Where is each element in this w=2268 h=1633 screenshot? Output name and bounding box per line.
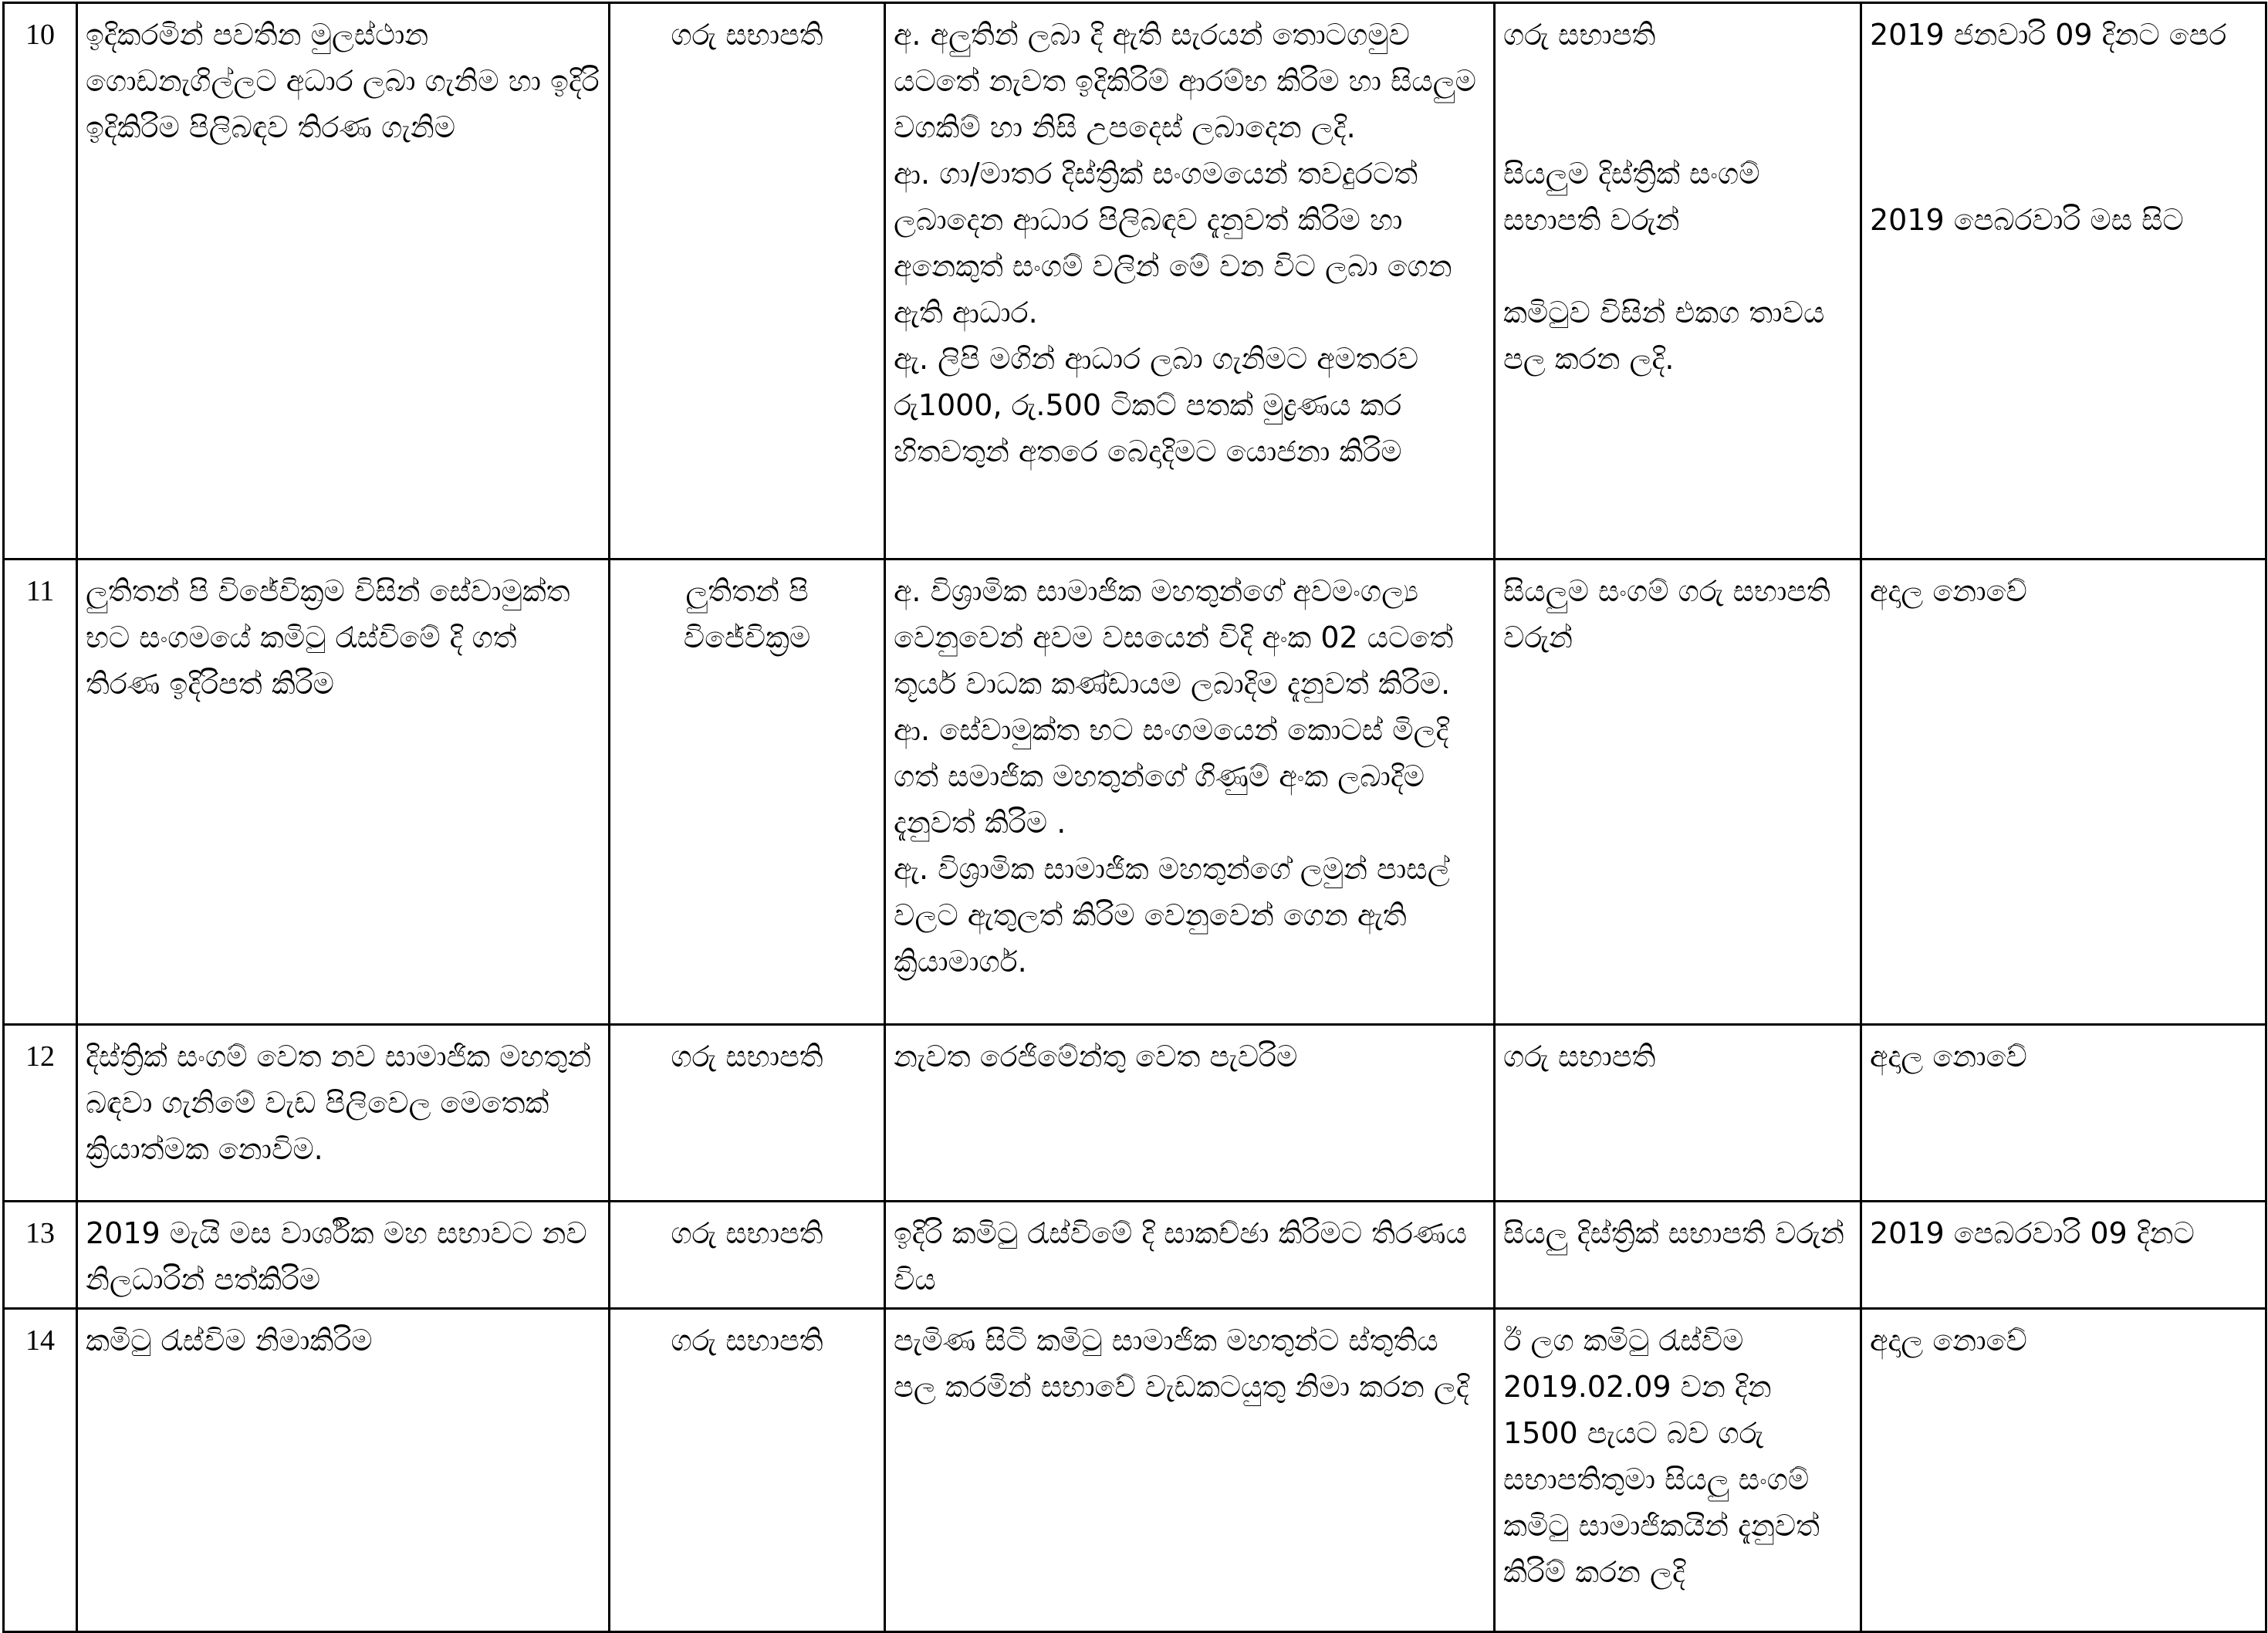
action-item: අ. විශ්‍රාමික සාමාජික මහතුන්ගේ අවමංගල්‍ය වෙනුවෙන් අවම වසයෙන් විදි අංක 02 යටතේ තූර්ය වාධක කණ්ඩායම ලබාදිම දැනුවත් කිරිම.	[894, 574, 1454, 701]
responsible-cell: ගරු සභාපති	[610, 1309, 885, 1632]
responsible-cell: ගරු සභාපති	[610, 1202, 885, 1309]
deadline-cell	[1861, 1025, 2266, 1202]
action-item: ආ. ගා/මාතර දිස්ත්‍රික් සංගමයෙන් තවදුරටත් ලබාදෙන ආධාර පිලිබඳව දැනුවත් කිරිම හා අනෙකුත් සංගම් වලින් මේ වන විට ලබා ගෙන ඇති ආධාර.	[894, 157, 1452, 330]
table-row	[4, 3, 2266, 560]
action-by-cell	[1495, 1309, 1861, 1632]
actions-cell	[885, 1025, 1495, 1202]
action-by-item: ගරු සභාපති	[1503, 1040, 1656, 1073]
actions-cell	[885, 1309, 1495, 1632]
deadline-cell	[1861, 3, 2266, 560]
table-row	[4, 1025, 2266, 1202]
action-by-cell	[1495, 3, 1861, 560]
deadline-cell	[1861, 560, 2266, 1025]
deadline-item: අදාල නොවේ	[1870, 1040, 2027, 1073]
action-by-item: සියලු දිස්ත්‍රික් සභාපති වරුන්	[1503, 1216, 1845, 1250]
responsible-cell: ලුතිතන් පි විජේවික්‍රම	[610, 560, 885, 1025]
responsible-cell: ගරු සභාපති	[610, 1025, 885, 1202]
actions-cell	[885, 1202, 1495, 1309]
row-number: 13	[4, 1202, 77, 1309]
action-item: නැවත රෙජිමේන්තු වෙත පැවරිම	[894, 1040, 1298, 1073]
row-number: 11	[4, 560, 77, 1025]
action-by-cell	[1495, 1202, 1861, 1309]
action-item: ආ. සේවාමුක්ත භට සංගමයෙන් කොටස් මිලදි ගත් සමාජික මහතුන්ගේ ගිණුම් අංක ලබාදිම දැනුවත් කිරිම .	[894, 713, 1449, 840]
deadline-item: 2019 පෙබරවාරි 09 දිනට	[1870, 1216, 2195, 1250]
actions-cell	[885, 560, 1495, 1025]
table-row	[4, 1202, 2266, 1309]
action-by-item: ගරු සභාපති	[1503, 18, 1656, 52]
action-by-cell	[1495, 1025, 1861, 1202]
topic-cell: ඉදිකරමින් පවතින මුලස්ථාන ගොඩනැගිල්ලට අධාර ලබා ගැනිම හා ඉදිරි ඉදිකිරිම පිලිබඳව තිරණ ගැනිම	[77, 3, 610, 560]
topic-cell: කමිටු රැස්විම නිමාකිරිම	[77, 1309, 610, 1632]
action-item: ඇ. විශ්‍රාමික සාමාජික මහතුන්ගේ ලමුන් පාසල් වලට ඇතුලත් කිරිම වෙනුවෙන් ගෙන ඇති ක්‍රියාමාර්ග.	[894, 852, 1450, 979]
row-number: 14	[4, 1309, 77, 1632]
deadline-cell	[1861, 1309, 2266, 1632]
action-by-item: සියලුම සංගම් ගරු සභාපති වරුන්	[1503, 574, 1830, 654]
topic-cell: ලුතිතන් පි විජේවික්‍රම විසින් සේවාමුක්ත භට සංගමයේ කමිටු රැස්විමේ දි ගත් තිරණ ඉදිරිපත් කිරිම	[77, 560, 610, 1025]
action-by-item: සියලුම දිස්ත්‍රික් සංගම් සභාපති වරුන්	[1503, 157, 1760, 237]
action-by-item: කමිටුව විසින් එකග තාවය පල කරන ලදි.	[1503, 296, 1825, 376]
minutes-table	[2, 2, 2267, 1633]
action-item: ඇ. ලිපි මගින් ආධාර ලබා ගැනිමට අමතරව රු1000, රු.500 ටිකට් පතක් මුද්‍රණය කර හිතවතුන් අතරෙ බෙදාදිමට යොජනා කිරිම	[894, 342, 1419, 468]
deadline-item: 2019 ජනවාරි 09 දිනට පෙර	[1870, 18, 2227, 52]
responsible-cell: ගරු සභාපති	[610, 3, 885, 560]
table-row	[4, 1309, 2266, 1632]
action-item: අ. අලුතින් ලබා දි ඇති සැරයන් තොටගමුව යටතේ නැවත ඉදිකිරිම් ආරම්භ කිරිම හා සියලුම වගකිම් හා නිසි උපදෙස් ලබාදෙන ලදි.	[894, 18, 1476, 144]
action-by-item: ඊ ලග කමිටු රැස්විම 2019.02.09 වන දින 1500 පැයට බව ගරු සභාපතිතුමා සියලු සංගම් කමිටු සාමාජිකයින් දැනුවත් කිරිම් කරන ලදි	[1503, 1324, 1820, 1589]
deadline-item: අදාල නොවේ	[1870, 574, 2027, 608]
topic-cell: 2019 මැයි මස වාර්ශික මහ සභාවට නව නිලධාරින් පත්කිරිම	[77, 1202, 610, 1309]
action-item: ඉදිරි කමිටු රැස්විමේ දි සාකච්ඡා කිරිමට තිරණය විය	[894, 1216, 1467, 1297]
deadline-item: 2019 පෙබරවාරි මස සිට	[1870, 203, 2184, 237]
topic-cell: දිස්ත්‍රික් සංගම් වෙත නව සාමාජික මහතුන් බඳවා ගැනිමේ වැඩ පිලිවෙල මෙතෙක් ක්‍රියාත්මක නොවිම.	[77, 1025, 610, 1202]
row-number: 10	[4, 3, 77, 560]
table-row	[4, 560, 2266, 1025]
action-by-cell	[1495, 560, 1861, 1025]
deadline-cell	[1861, 1202, 2266, 1309]
row-number: 12	[4, 1025, 77, 1202]
actions-cell	[885, 3, 1495, 560]
deadline-item: අදාල නොවේ	[1870, 1324, 2027, 1357]
action-item: පැමිණ සිටි කමිටු සාමාජික මහතුන්ට ස්තුතිය පල කරමින් සභාවේ වැඩකටයුතු නිමා කරන ලදි	[894, 1324, 1469, 1404]
